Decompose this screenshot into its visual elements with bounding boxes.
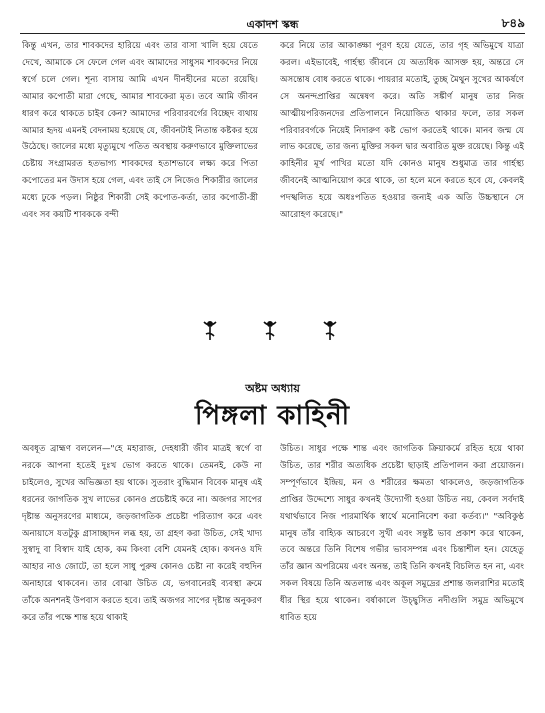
section-divider-ornaments xyxy=(0,318,545,348)
bottom-right-column xyxy=(280,441,524,627)
top-right-paragraph: করে নিয়ে তার আকাঙ্ক্ষা পূরণ হয়ে যেতে, তার গৃহ অভিমুখে যাত্রা করল। এইভাবেই, গার্হস্থ্য জীবনে যে অত্যধিক আসক্ত হয়, অন্তরে সে অসন্তোষ বোধ করতে থাকে। পায়রার মতোই, তুচ্ছ মৈথুন সুখের আকর্ষণে সে অনন্দপ্রাপ্তির অন্বেষণ করে। অতি সঙ্কীর্ণ মানুষ তার নিজ আত্মীয়পরিজনদের প্রতিপালনে নিয়োজিত থাকার ফলে, তার সকল পরিবারবর্গকে নিয়েই নিদারুণ কষ্ট ভোগ করতেই থাকে। মানব জন্ম যে লাভ করেছে, তার জন্য মুক্তির সকল দ্বার অবারিত মুক্ত রয়েছে। কিন্তু এই কাহিনীর মূর্খ পাখির মতো যদি কোনও মানুষ শুধুমাত্র তার গার্হস্থ্য জীবনেই আত্মনিয়োগ করে থাকে, তা হলে মনে করতে হবে যে, কেবলই পদস্খলিত হয়ে অধঃপতিত হওয়ার জন্যই এক অতি উচ্চস্থানে সে আরোহণ করেছে।" xyxy=(280,41,524,221)
flower-ornament-icon xyxy=(200,318,220,344)
bottom-left-paragraph: অবধূত ব্রাহ্মণ বললেন—"হে মহারাজ, দেহধারী জীব মাত্রই স্বর্গে বা নরকে আপনা হতেই দুঃখ ভোগ করতে থাকে। তেমনই, কেউ না চাইলেও, সুখের অভিজ্ঞতা হয় থাকে। সুতরাং বুদ্ধিমান বিবেক মানুষ এই ধরনের জাগতিক সুখ লাভের কোনও প্রচেষ্টাই করে না। অজগর সাপের দৃষ্টান্ত অনুসরণের মাধ্যমে, জড়জাগতিক প্রচেষ্টা পরিত্যাগ করে এবং অনায়াসে যতটুকু গ্রাসাচ্ছাদন লব্ধ হয়, তা গ্রহণ করা উচিত, সেই খাদ্য সুস্বাদু বা বিস্বাদ যাই হোক, কম কিংবা বেশি যেমনই হোক। কখনও যদি আহার নাও জোটে, তা হলে সাধু পুরুষ কোনও চেষ্টা না করেই বহুদিন অনাহারে থাকবেন। তার বোঝা উচিত যে, ভগবানেরই ব্যবস্থা ক্রমে তাঁকে অনশনই উপবাস করতে হবে। তাই অজগর সাপের দৃষ্টান্ত অনুকরণ করে তাঁর পক্ষে শান্ত হয়ে থাকাই xyxy=(22,444,262,624)
chapter-title: পিঙ্গলা কাহিনী xyxy=(194,401,351,431)
header-rule xyxy=(20,33,525,34)
flower-ornament-icon xyxy=(260,318,280,344)
chapter-number: অষ্টম অধ্যায় xyxy=(245,382,300,395)
top-left-paragraph: কিন্তু এখন, তার শাবকদের হারিয়ে এবং তার বাসা খালি হয়ে যেতে দেখে, আমাকে সে ফেলে গেল এবং আমাদের সাধুসম শাবকদের নিয়ে স্বর্গে চলে গেল। শূন্য বাসায় আমি এখন দীনহীনের মতো রয়েছি। আমার কপোতী মারা গেছে, আমার শাবকেরা মৃত। তবে আমি জীবন ধারণ করে থাকতে চাইব কেন? আমাদের পরিবারবর্গের বিচ্ছেদ ব্যথায় আমার হৃদয় এমনই বেদনাময় হয়েছে যে, জীবনটাই নিতান্ত কষ্টকর হয়ে উঠেছে। জালের মধ্যে মৃত্যুমুখে পতিত অবস্থায় করুণভাবে মুক্তিলাভের চেষ্টায় সংগ্রামরত হতভাগ্য শাবকদের হতাশভাবে লক্ষ্য করে পিতা কপোতের মন উদাস হয়ে গেল, এবং তাই সে নিজেও শিকারীর জালের মধ্যে ঢুকে পড়ল। নিষ্ঠুর শিকারী সেই কপোত-কর্তা, তার কপোতী-স্ত্রী এবং সব কয়টি শাবককে বন্দী xyxy=(22,41,258,221)
bottom-left-column xyxy=(22,441,262,627)
top-right-column xyxy=(280,38,524,224)
bottom-right-paragraph: উচিত। সাধুর পক্ষে শান্ত এবং জাগতিক ক্রিয়াকর্মে রহিত হয়ে থাকা উচিত, তার শরীর অত্যধিক প্রচেষ্টা ছাড়াই প্রতিপালন করা প্রয়োজন। সম্পূর্ণভাবে ইন্দ্রিয়, মন ও শরীরের ক্ষমতা থাকলেও, জড়জাগতিক প্রাপ্তির উদ্দেশ্যে সাধুর কখনই উদ্যোগী হওয়া উচিত নয়, কেবল সর্বদাই যথার্থভাবে নিজ পারমার্থিক স্বার্থে মনোনিবেশ করা কর্তব্য।" "অবিকুণ্ঠ মানুষ তাঁর বাহ্যিক আচরণে সুখী এবং সন্তুষ্ট ভাব প্রকাশ করে থাকেন, তবে অন্তরে তিনি বিশেষ গভীর ভাবসম্পন্ন এবং চিন্তাশীল হন। যেহেতু তাঁর জ্ঞান অপরিমেয় এবং অনন্ত, তাই তিনি কখনই বিচলিত হন না, এবং সকল বিষয়ে তিনি অতলান্ত এবং অকূল সমুদ্রের প্রশান্ত জলরাশির মতোই ধীর স্থির হয়ে থাকেন। বর্ষাকালে উচ্ছ্বসিত নদীগুলি সমুদ্র অভিমুখে ধাবিত হয়ে xyxy=(280,444,524,624)
running-header xyxy=(0,14,545,32)
top-left-column xyxy=(22,38,258,224)
page-number: ৮৪৯ xyxy=(501,16,525,30)
running-title: একাদশ স্কন্ধ xyxy=(246,18,299,31)
flower-ornament-icon xyxy=(320,318,340,344)
